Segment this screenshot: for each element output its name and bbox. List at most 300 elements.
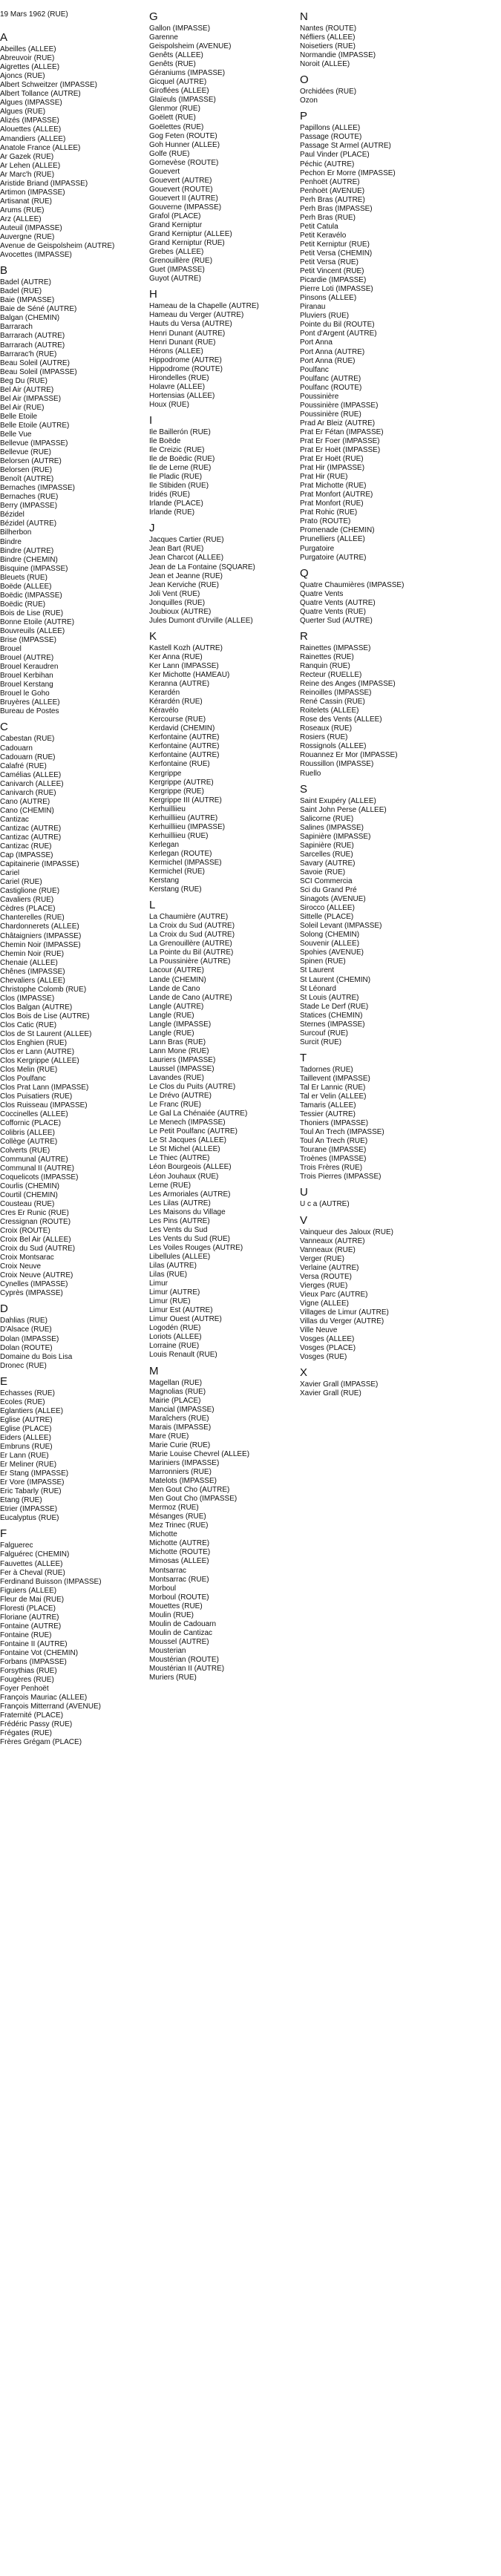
street-entry: Sapinière (RUE) [300, 841, 354, 850]
street-entry: Cariel (RUE) [0, 878, 42, 887]
street-entry: Anatole France (ALLEE) [0, 143, 81, 152]
first-entry: 19 Mars 1962 (RUE) [0, 10, 68, 19]
street-entry: Châtaigniers (IMPASSE) [0, 931, 82, 940]
street-entry: Hippodrome (AUTRE) [149, 355, 222, 364]
street-entry: Cantizac (RUE) [0, 842, 52, 851]
street-entry: Croix Neuve (AUTRE) [0, 1271, 73, 1280]
street-entry: Grand Kerniptur (RUE) [149, 239, 225, 248]
street-entry: Canivarch (RUE) [0, 788, 56, 797]
street-entry: Coffornic (PLACE) [0, 1119, 62, 1128]
street-entry: Mairie (PLACE) [149, 1396, 201, 1405]
street-entry: Toul An Trech (IMPASSE) [300, 1128, 384, 1137]
section-letter: R [300, 629, 308, 643]
street-entry: Grand Kerniptur (ALLEE) [149, 230, 232, 239]
street-entry: Clos Bois de Lise (AUTRE) [0, 1012, 90, 1020]
street-entry: Bel Air (AUTRE) [0, 385, 54, 394]
section-letter: T [300, 1051, 307, 1064]
street-entry: Er Lann (RUE) [0, 1452, 49, 1461]
street-entry: Vanneaux (AUTRE) [300, 1236, 365, 1245]
section-letter: E [0, 1374, 8, 1388]
street-entry: Mermoz (RUE) [149, 1504, 199, 1513]
street-entry: Quatre Vents (RUE) [300, 607, 366, 616]
index-section-t [300, 1052, 442, 1182]
index-section-m [149, 1365, 292, 1683]
street-entry: Tessier (AUTRE) [300, 1110, 356, 1119]
street-entry: Sarcelles (RUE) [300, 850, 353, 859]
street-entry: Cap (IMPASSE) [0, 851, 53, 860]
index-section-i [149, 414, 292, 517]
street-entry: Irlande (RUE) [149, 508, 195, 517]
street-entry: Michotte (AUTRE) [149, 1539, 210, 1548]
street-entry: Kergrippe [149, 769, 182, 778]
street-entry: Grafol (PLACE) [149, 212, 201, 220]
street-entry: Passage (ROUTE) [300, 133, 362, 142]
street-entry: Cantizac (AUTRE) [0, 824, 62, 833]
street-entry: Xavier Grall (RUE) [300, 1389, 361, 1398]
street-entry: Cadouarn (RUE) [0, 753, 56, 761]
street-entry: Forbans (IMPASSE) [0, 1658, 67, 1667]
street-entry: Genêts (RUE) [149, 60, 196, 69]
street-entry: Avenue de Geispolsheim (AUTRE) [0, 242, 115, 251]
street-entry: Stade Le Derf (RUE) [300, 1002, 369, 1011]
street-entry: Benoît (AUTRE) [0, 475, 54, 484]
street-entry: Domaine du Bois Lisa [0, 1352, 73, 1361]
street-entry: Lauriers (IMPASSE) [149, 1055, 216, 1064]
street-entry: Mimosas (ALLEE) [149, 1557, 209, 1566]
street-entry: Brouel Keraudren [0, 663, 59, 672]
street-entry: Ar Gazek (RUE) [0, 152, 54, 161]
street-entry: Trois Pierres (IMPASSE) [300, 1173, 382, 1182]
street-entry: Gouevert II (AUTRE) [149, 194, 218, 203]
street-entry: René Cassin (RUE) [300, 698, 365, 707]
street-entry: Cantizac (AUTRE) [0, 833, 62, 842]
street-entry: Bernaches (RUE) [0, 493, 59, 502]
street-entry: Auteuil (IMPASSE) [0, 223, 62, 232]
street-entry: Clos er Lann (AUTRE) [0, 1048, 75, 1057]
street-entry: Genêts (ALLEE) [149, 51, 203, 60]
street-entry: Pechon Er Morre (IMPASSE) [300, 168, 396, 177]
street-entry: Taillevent (IMPASSE) [300, 1074, 370, 1083]
street-entry: Marie Louise Chevrel (ALLEE) [149, 1449, 250, 1458]
street-entry: Keranna (AUTRE) [149, 680, 210, 689]
street-entry: Prat Hir (IMPASSE) [300, 464, 365, 473]
street-entry: Mésanges (RUE) [149, 1513, 206, 1521]
street-entry: Le Petit Poulfanc (AUTRE) [149, 1127, 238, 1136]
street-entry: Kergrippe (RUE) [149, 787, 204, 796]
street-entry: Reinoilles (IMPASSE) [300, 689, 372, 698]
street-entry: Gallon (IMPASSE) [149, 24, 211, 33]
street-entry: Roitelets (ALLEE) [300, 707, 359, 715]
street-entry: Eucalyptus (RUE) [0, 1514, 59, 1523]
street-entry: Bézidel [0, 511, 24, 520]
index-section-l [149, 899, 292, 1360]
street-entry: Marie Curie (RUE) [149, 1441, 211, 1449]
street-entry: Rainettes (IMPASSE) [300, 643, 371, 652]
street-entry: Ruello [300, 769, 321, 778]
street-entry: Eglise (AUTRE) [0, 1415, 53, 1424]
street-entry: Boëdic (IMPASSE) [0, 591, 62, 600]
street-entry: Bouvreuils (ALLEE) [0, 627, 65, 635]
street-entry: Clos Kergrippe (ALLEE) [0, 1057, 79, 1066]
street-entry: Mancial (IMPASSE) [149, 1405, 215, 1414]
street-entry: Gornevèse (ROUTE) [149, 158, 219, 167]
street-entry: Castiglione (RUE) [0, 887, 60, 896]
street-entry: Tamaris (ALLEE) [300, 1101, 356, 1110]
street-entry: Jean Charcot (ALLEE) [149, 554, 224, 563]
street-entry: Passage St Armel (AUTRE) [300, 142, 391, 151]
street-entry: Poulfanc [300, 365, 329, 374]
street-entry: Péchic (AUTRE) [300, 160, 355, 168]
street-entry: Barrarach (AUTRE) [0, 332, 65, 341]
street-entry: Hortensias (ALLEE) [149, 391, 215, 400]
street-entry: Loriots (ALLEE) [149, 1333, 202, 1342]
street-entry: Cano (AUTRE) [0, 797, 50, 806]
section-letter: J [149, 522, 155, 535]
street-entry: Auvergne (RUE) [0, 233, 55, 242]
street-entry: Nantes (ROUTE) [300, 24, 357, 33]
street-entry: Lerne (RUE) [149, 1181, 191, 1190]
street-entry: Albert Schweitzer (IMPASSE) [0, 81, 97, 90]
street-entry: Holavre (ALLEE) [149, 382, 206, 391]
street-entry: Boëde (ALLEE) [0, 582, 52, 591]
street-entry: Eric Tabarly (RUE) [0, 1487, 62, 1496]
street-entry: Vosges (RUE) [300, 1353, 347, 1362]
street-entry: Dronec (RUE) [0, 1361, 47, 1370]
street-entry: Foyer Penhoët [0, 1685, 49, 1694]
street-entry: Cynelles (IMPASSE) [0, 1280, 68, 1289]
street-entry: Colverts (RUE) [0, 1146, 50, 1155]
street-entry: La Chaumière (AUTRE) [149, 913, 229, 922]
street-entry: Souvenir (ALLEE) [300, 940, 360, 948]
street-entry: Louis Renault (RUE) [149, 1351, 217, 1360]
street-entry: Lande de Cano (AUTRE) [149, 993, 232, 1002]
street-entry: Spinen (RUE) [300, 957, 346, 966]
street-entry: Moustérian (ROUTE) [149, 1655, 219, 1664]
street-entry: Goëlettes (RUE) [149, 122, 204, 131]
street-entry: Golfe (RUE) [149, 149, 190, 158]
street-entry: Aristide Briand (IMPASSE) [0, 179, 88, 188]
street-entry: Montsarrac [149, 1566, 187, 1575]
street-entry: Kerhuilliieu (IMPASSE) [149, 822, 226, 831]
street-entry: Fleur de Mai (RUE) [0, 1595, 65, 1604]
street-entry: Croix Montsarac [0, 1253, 54, 1262]
street-entry: Grebes (ALLEE) [149, 248, 204, 257]
street-entry: Jean Kerviche (RUE) [149, 580, 219, 589]
street-entry: Giroflées (ALLEE) [149, 87, 209, 96]
street-entry: Glaïeuls (IMPASSE) [149, 96, 216, 105]
street-entry: Spohies (AVENUE) [300, 948, 364, 957]
street-entry: Magellan (RUE) [149, 1378, 203, 1387]
street-entry: Calafré (RUE) [0, 761, 47, 770]
street-entry: Courlis (CHEMIN) [0, 1182, 59, 1190]
street-entry: Purgatoire [300, 544, 335, 553]
street-entry: Lann Bras (RUE) [149, 1038, 206, 1046]
street-entry: Jean et Jeanne (RUE) [149, 571, 223, 580]
street-entry: Jean Bart (RUE) [149, 545, 204, 554]
index-section-n [300, 10, 442, 69]
street-entry: Echasses (RUE) [0, 1389, 55, 1397]
street-entry: Belorsen (AUTRE) [0, 457, 62, 466]
street-entry: Cabestan (RUE) [0, 735, 55, 744]
street-entry: La Pointe du Bil (AUTRE) [149, 948, 234, 957]
street-entry: Fontaine II (AUTRE) [0, 1639, 68, 1648]
index-section-k [149, 630, 292, 894]
street-entry: Les Pins (AUTRE) [149, 1216, 210, 1225]
street-entry: St Laurent (CHEMIN) [300, 975, 371, 984]
index-section-u [300, 1186, 442, 1209]
street-entry: Rainettes (RUE) [300, 652, 354, 661]
street-entry: Kerhuilliieu (AUTRE) [149, 813, 218, 822]
street-entry: Clos de St Laurent (ALLEE) [0, 1030, 92, 1039]
street-entry: Perh Bras (RUE) [300, 213, 356, 222]
street-entry: Etang (RUE) [0, 1496, 42, 1505]
street-entry: Eiders (ALLEE) [0, 1433, 51, 1442]
street-entry: Bisquine (IMPASSE) [0, 564, 68, 573]
street-entry: Kerfontaine (AUTRE) [149, 733, 220, 742]
street-entry: Verger (RUE) [300, 1254, 345, 1263]
street-entry: Kerstang (RUE) [149, 885, 202, 894]
street-entry: Mouettes (RUE) [149, 1602, 203, 1610]
street-entry: Ker Michotte (HAMEAU) [149, 671, 230, 679]
section-letter: Q [300, 566, 309, 580]
street-entry: Kastell Kozh (AUTRE) [149, 643, 223, 652]
street-entry: Prat Michotte (RUE) [300, 482, 367, 491]
street-entry: Abeilles (ALLEE) [0, 45, 56, 54]
section-letter: F [0, 1527, 7, 1541]
street-entry: Port Anna [300, 338, 333, 347]
street-entry: Limur [149, 1279, 168, 1288]
street-entry: Prat Hir (RUE) [300, 473, 348, 482]
street-entry: Amandiers (ALLEE) [0, 134, 66, 143]
street-entry: Lorraine (RUE) [149, 1342, 200, 1351]
street-entry: Moustérian II (AUTRE) [149, 1665, 225, 1674]
street-entry: Er Meliner (RUE) [0, 1461, 57, 1469]
index-section-o [300, 73, 442, 105]
street-entry: Pointe du Bil (ROUTE) [300, 321, 375, 330]
street-entry: Aigrettes (ALLEE) [0, 63, 60, 72]
street-entry: Le St Jacques (ALLEE) [149, 1136, 226, 1145]
street-entry: Rosiers (RUE) [300, 733, 348, 742]
street-entry: Moussel (AUTRE) [149, 1637, 209, 1646]
street-entry: Fraternité (PLACE) [0, 1711, 64, 1720]
street-entry: Canivarch (ALLEE) [0, 779, 64, 788]
section-letter: K [149, 629, 157, 643]
index-section-a [0, 31, 143, 260]
street-entry: Bonne Etoile (AUTRE) [0, 617, 75, 626]
street-entry: Toul An Trech (RUE) [300, 1137, 368, 1146]
street-entry: Prad Ar Bleiz (AUTRE) [300, 419, 376, 427]
street-entry: Bilherbon [0, 528, 32, 537]
street-entry: Ranquin (RUE) [300, 661, 350, 670]
street-entry: Surcit (RUE) [300, 1038, 342, 1046]
street-entry: Langle (RUE) [149, 1011, 194, 1020]
street-entry: Sci du Grand Pré [300, 886, 357, 895]
street-entry: Tadornes (RUE) [300, 1065, 353, 1074]
street-entry: Géraniums (IMPASSE) [149, 69, 226, 78]
street-entry: Guyot (AUTRE) [149, 275, 202, 284]
street-entry: Matelots (IMPASSE) [149, 1477, 217, 1486]
street-entry: Bernaches (IMPASSE) [0, 484, 75, 493]
street-entry: Bindre (AUTRE) [0, 546, 54, 555]
street-entry: Goëlett (RUE) [149, 114, 196, 122]
section-letter: G [149, 10, 158, 23]
street-entry: Barrarach [0, 323, 33, 332]
street-entry: Léon Jouhaux (RUE) [149, 1172, 219, 1181]
street-entry: Poussinière [300, 392, 339, 401]
index-column-2 [149, 10, 292, 1682]
street-entry: Berry (IMPASSE) [0, 502, 58, 511]
street-entry: Bois de Lise (RUE) [0, 609, 64, 617]
street-entry: Maraîchers (RUE) [149, 1414, 209, 1423]
street-entry: Le Thiec (AUTRE) [149, 1154, 210, 1163]
street-entry: Magnolias (RUE) [149, 1387, 206, 1396]
street-entry: Prat Er Hoët (RUE) [300, 455, 364, 464]
street-entry: SCI Commercia [300, 876, 353, 885]
street-entry: Clos Melin (RUE) [0, 1066, 58, 1075]
street-entry: Montsarrac (RUE) [149, 1575, 209, 1584]
street-entry: Rouannez Er Mor (IMPASSE) [300, 751, 398, 760]
street-entry: Camélias (ALLEE) [0, 770, 62, 779]
street-entry: Clos Catic (RUE) [0, 1020, 57, 1029]
street-entry: Trois Frères (RUE) [300, 1164, 363, 1173]
street-entry: Clos Puisatiers (RUE) [0, 1092, 73, 1101]
street-entry: Chevaliers (ALLEE) [0, 976, 65, 985]
street-entry: Gicquel (AUTRE) [149, 78, 207, 87]
street-entry: Brouel [0, 645, 22, 654]
street-entry: Muriers (RUE) [149, 1674, 197, 1682]
street-entry: Xavier Grall (IMPASSE) [300, 1380, 379, 1389]
street-entry: Promenade (CHEMIN) [300, 526, 375, 535]
street-entry: Quatre Vents [300, 589, 344, 598]
street-entry: Kerfontaine (RUE) [149, 760, 210, 769]
street-entry: Reine des Anges (IMPASSE) [300, 680, 396, 689]
index-section-p [300, 110, 442, 562]
street-entry: Moulin de Cadouarn [149, 1619, 217, 1628]
street-entry: Henri Dunant (RUE) [149, 338, 216, 347]
street-entry: Kerhuilliieu [149, 804, 186, 813]
street-entry: Ile de Lerne (RUE) [149, 464, 212, 473]
street-entry: Dahlias (RUE) [0, 1317, 48, 1325]
street-entry: Badel (RUE) [0, 287, 42, 296]
street-entry: Cèdres (PLACE) [0, 905, 56, 914]
street-entry: Troènes (IMPASSE) [300, 1155, 367, 1164]
street-entry: Jonquilles (RUE) [149, 598, 206, 607]
street-entry: Savoie (RUE) [300, 868, 346, 876]
street-entry: Kermichel (RUE) [149, 868, 206, 876]
street-entry: Kerlegan [149, 840, 180, 849]
street-entry: Langle (IMPASSE) [149, 1020, 212, 1029]
street-entry: Kerstang [149, 876, 180, 885]
index-section-d [0, 1302, 143, 1370]
street-entry: Léon Bourgeois (ALLEE) [149, 1163, 232, 1172]
street-entry: Mare (RUE) [149, 1432, 189, 1441]
street-entry: Piranau [300, 303, 326, 312]
street-entry: Bellevue (IMPASSE) [0, 439, 68, 448]
street-entry: Arz (ALLEE) [0, 214, 42, 223]
street-entry: Ile Boëde [149, 436, 181, 445]
street-entry: Garenne [149, 33, 178, 42]
street-entry: Villas du Verger (AUTRE) [300, 1317, 384, 1325]
street-entry: Poussinière (RUE) [300, 410, 361, 419]
street-entry: Etrier (IMPASSE) [0, 1505, 58, 1514]
street-entry: Mariniers (IMPASSE) [149, 1458, 220, 1467]
street-entry: Ecoles (RUE) [0, 1397, 45, 1406]
street-entry: Ile Stibiden (RUE) [149, 482, 209, 491]
street-entry: Ar Marc'h (RUE) [0, 170, 55, 179]
street-entry: Croix Neuve [0, 1262, 42, 1271]
street-entry: Tal Er Lannic (RUE) [300, 1083, 366, 1092]
street-entry: Grand Kerniptur [149, 221, 203, 230]
street-entry: Kerardén [149, 689, 180, 698]
street-entry: Belle Etoile [0, 412, 38, 421]
street-entry: Avocettes (IMPASSE) [0, 251, 72, 260]
street-entry: Algues (IMPASSE) [0, 99, 62, 108]
street-entry: Orchidées (RUE) [300, 88, 357, 96]
street-entry: Henri Dunant (AUTRE) [149, 329, 226, 338]
section-letter: X [300, 1366, 308, 1380]
street-entry: Vanneaux (RUE) [300, 1245, 356, 1254]
street-entry: Hérons (ALLEE) [149, 347, 203, 355]
section-letter: H [149, 288, 157, 301]
street-entry: St Léonard [300, 984, 336, 993]
street-entry: Vieux Parc (AUTRE) [300, 1290, 368, 1299]
street-entry: Petit Catula [300, 222, 338, 231]
street-entry: Artimon (IMPASSE) [0, 188, 65, 197]
street-entry: Kerdavid (CHEMIN) [149, 724, 215, 733]
street-entry: Badel (AUTRE) [0, 278, 51, 287]
street-entry: Port Anna (RUE) [300, 356, 356, 365]
street-entry: Petit Keravélo [300, 231, 347, 240]
street-entry: Vosges (ALLEE) [300, 1335, 355, 1344]
street-entry: Frédéric Passy (RUE) [0, 1720, 73, 1729]
street-entry: Albert Tollance (AUTRE) [0, 90, 81, 99]
street-entry: Néfliers (ALLEE) [300, 33, 356, 42]
street-entry: Port Anna (AUTRE) [300, 347, 365, 356]
street-entry: Communal (AUTRE) [0, 1155, 68, 1164]
street-entry: Limur Est (AUTRE) [149, 1306, 213, 1315]
street-entry: Kerfontaine (AUTRE) [149, 742, 220, 751]
index-section-h [149, 288, 292, 410]
street-entry: Lande (CHEMIN) [149, 975, 206, 984]
street-entry: Brouel Kerbihan [0, 672, 53, 681]
street-entry: Brouel (AUTRE) [0, 654, 54, 663]
street-entry: Recteur (RUELLE) [300, 671, 362, 679]
street-entry: Roussillon (IMPASSE) [300, 760, 374, 769]
street-entry: Communal II (AUTRE) [0, 1164, 75, 1173]
street-entry: Noisetiers (RUE) [300, 42, 356, 51]
street-entry: Paul Vinder (PLACE) [300, 151, 370, 160]
street-entry: Les Armoriales (AUTRE) [149, 1190, 231, 1199]
street-entry: Irlande (PLACE) [149, 499, 203, 508]
street-entry: Morboul [149, 1584, 177, 1593]
street-entry: Figuiers (ALLEE) [0, 1586, 57, 1595]
street-entry: Le Gal La Chénaiée (AUTRE) [149, 1110, 248, 1118]
street-entry: Sittelle (PLACE) [300, 913, 354, 922]
street-entry: Beau Soleil (AUTRE) [0, 358, 70, 367]
street-entry: Tourane (IMPASSE) [300, 1146, 367, 1155]
street-entry: Gouverne (IMPASSE) [149, 203, 222, 212]
street-entry: Limur (AUTRE) [149, 1288, 200, 1297]
street-entry: Jules Dumont d'Urville (ALLEE) [149, 616, 253, 625]
street-entry: Alouettes (ALLEE) [0, 125, 62, 134]
street-entry: Belle Etoile (AUTRE) [0, 421, 70, 430]
street-entry: Bel Air (IMPASSE) [0, 394, 62, 403]
street-entry: Vierges (RUE) [300, 1281, 348, 1290]
street-entry: Baie (IMPASSE) [0, 296, 55, 305]
index-section-e [0, 1375, 143, 1524]
street-entry: Lavandes (RUE) [149, 1074, 204, 1083]
section-letter: N [300, 10, 308, 23]
